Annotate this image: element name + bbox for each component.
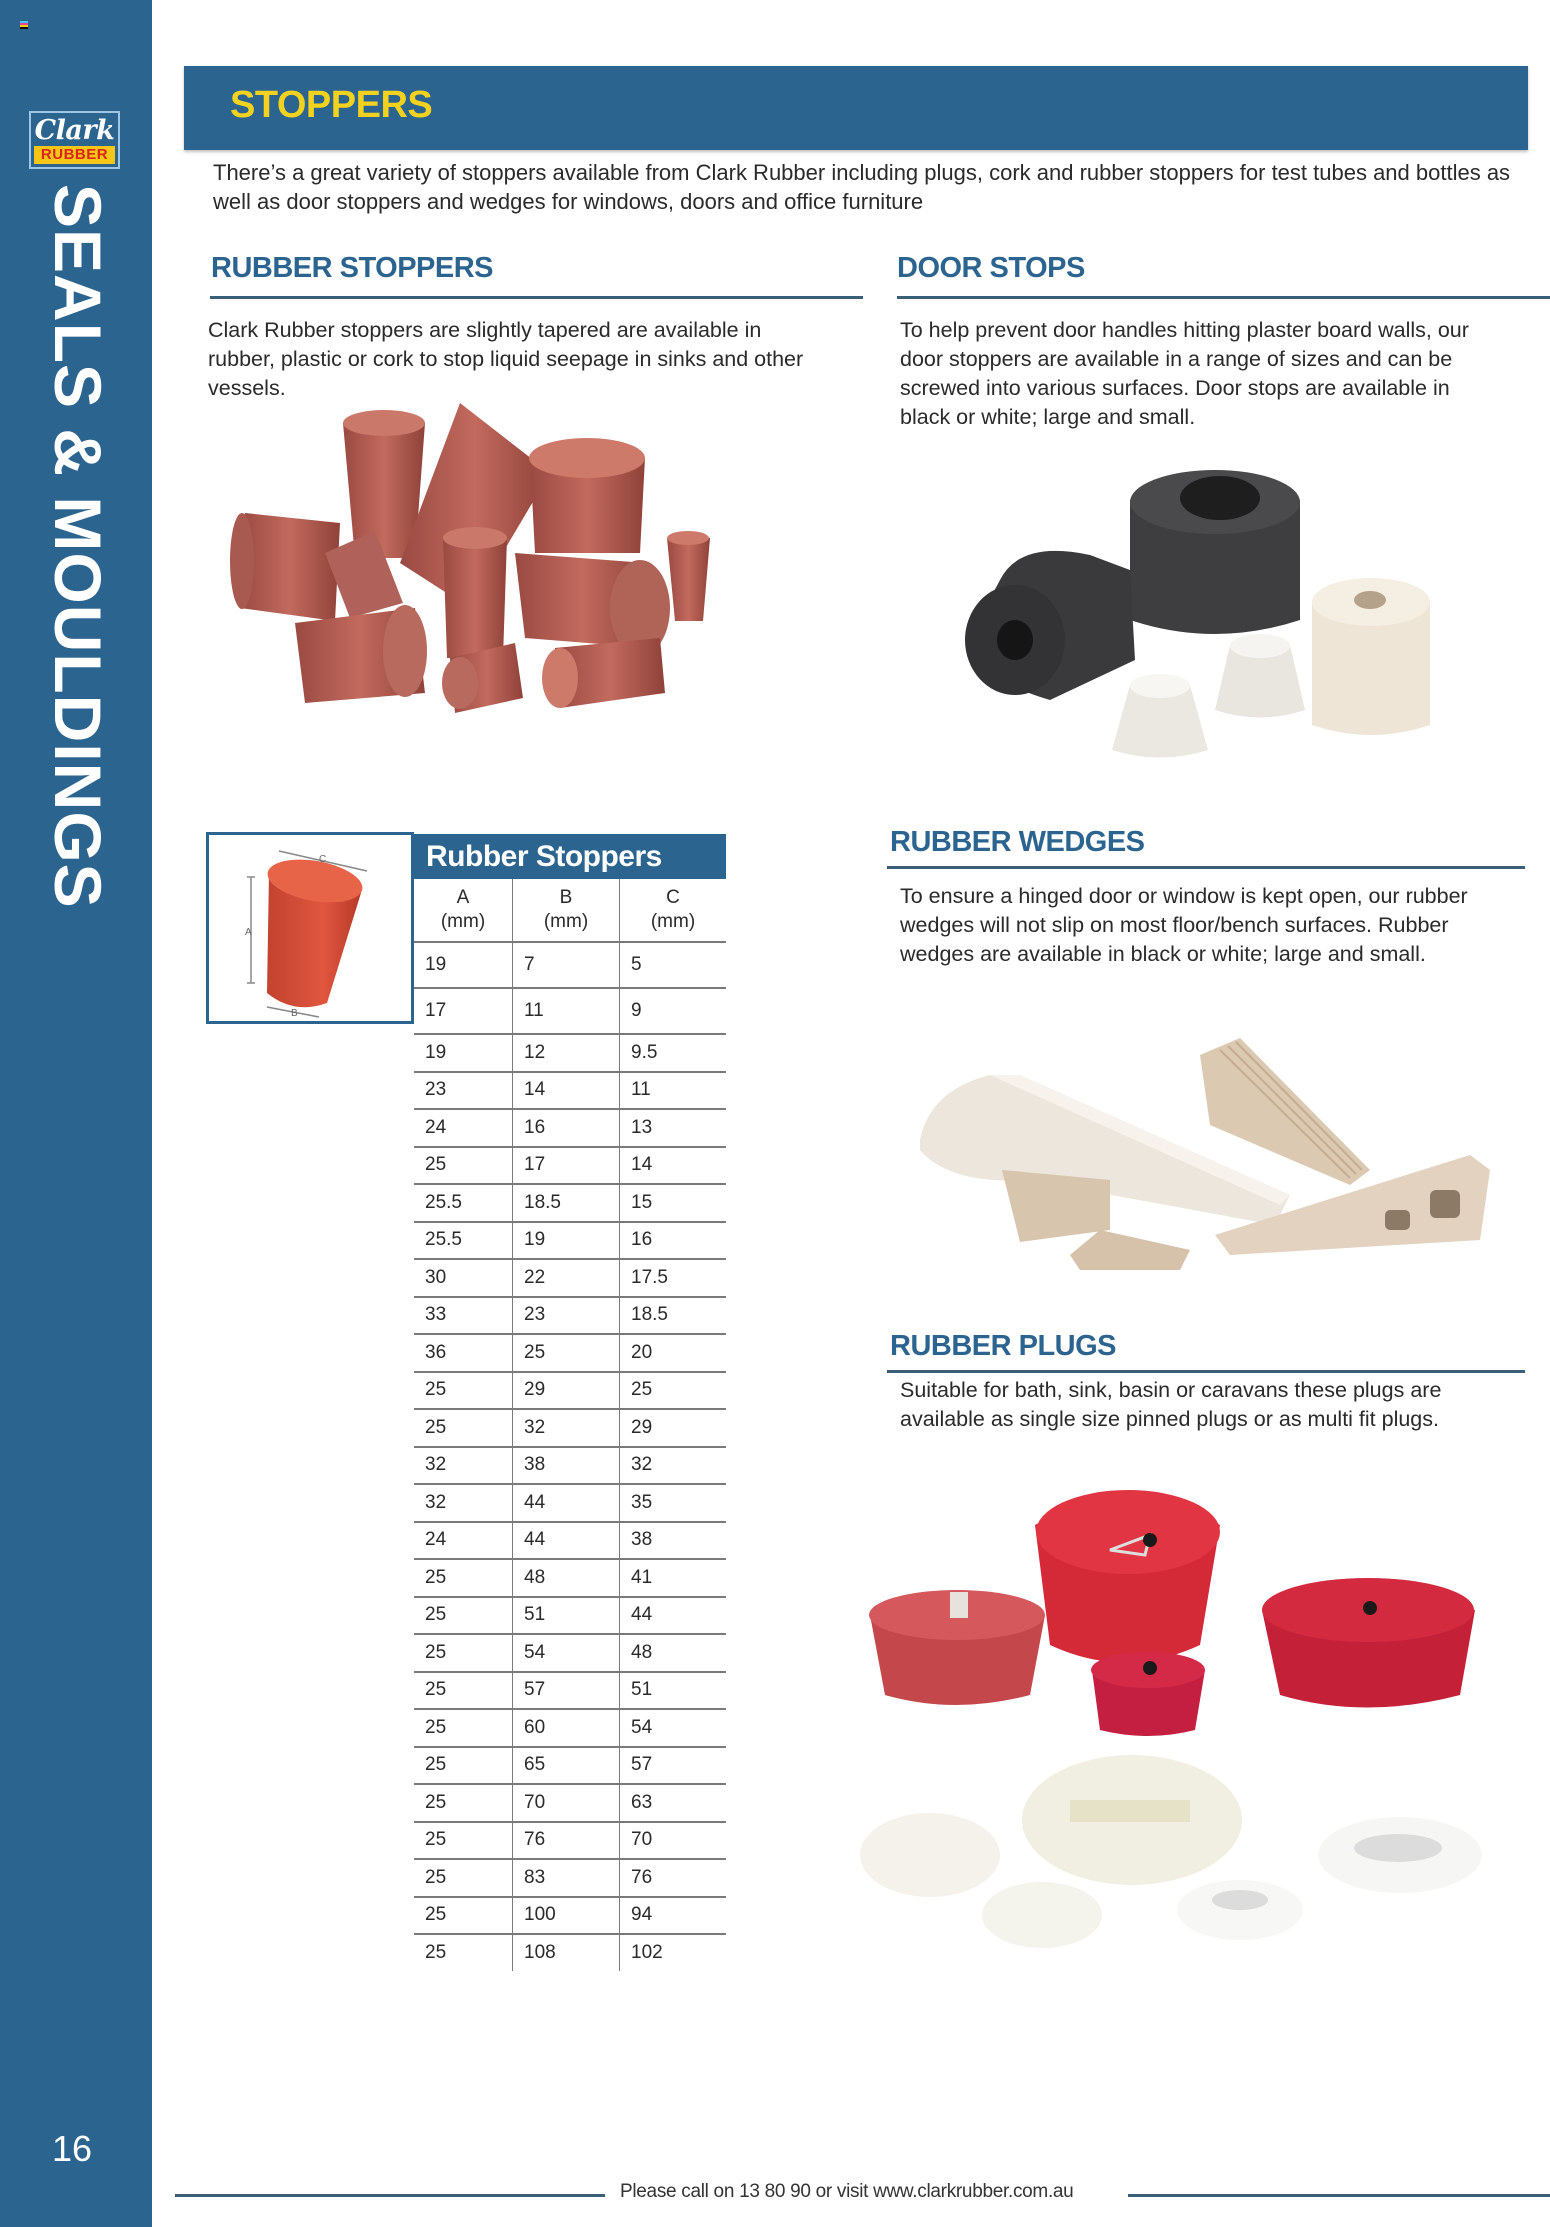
section-heading-rubber-stoppers: RUBBER STOPPERS xyxy=(211,252,494,284)
table-row xyxy=(414,1673,726,1711)
logo-clark-text: Clark xyxy=(34,115,115,146)
print-color-bar-icon xyxy=(20,21,28,29)
diagram-label-c: C xyxy=(319,854,327,865)
page-number: 16 xyxy=(52,2128,93,2169)
section-heading-rubber-wedges: RUBBER WEDGES xyxy=(890,826,1145,858)
rubber-stoppers-photo xyxy=(225,393,795,718)
table-row xyxy=(414,1935,726,1971)
table-cell-b: 60 xyxy=(513,1710,620,1746)
section-divider xyxy=(897,296,1550,299)
table-cell-a: 25 xyxy=(414,1560,513,1596)
table-cell-a: 25 xyxy=(414,1148,513,1184)
table-cell-b: 65 xyxy=(513,1748,620,1784)
table-row xyxy=(414,943,726,989)
table-cell-a: 25.5 xyxy=(414,1223,513,1259)
diagram-label-a: A xyxy=(245,927,252,938)
table-row xyxy=(414,1298,726,1336)
table-cell-c: 38 xyxy=(631,1529,653,1551)
section-body-rubber-plugs: Suitable for bath, sink, basin or caravans these plugs are available as single size pinned plugs or as multi fit plugs. xyxy=(900,1378,1442,1431)
table-cell-b: 76 xyxy=(513,1823,620,1859)
table-cell-c: 44 xyxy=(631,1604,653,1626)
table-row xyxy=(414,1785,726,1823)
table-row xyxy=(414,1185,726,1223)
table-row xyxy=(414,1410,726,1448)
table-cell-a: 25.5 xyxy=(414,1185,513,1221)
table-cell-b: 19 xyxy=(513,1223,620,1259)
table-cell-b: 70 xyxy=(513,1785,620,1821)
table-cell-c: 102 xyxy=(631,1941,663,1963)
table-cell-b: 57 xyxy=(513,1673,620,1709)
table-cell-a: 24 xyxy=(414,1110,513,1146)
table-row xyxy=(414,1823,726,1861)
table-row xyxy=(414,1073,726,1111)
table-cell-c: 63 xyxy=(631,1791,653,1813)
table-cell-a: 19 xyxy=(414,1035,513,1071)
table-cell-b: 32 xyxy=(513,1410,620,1446)
table-cell-c: 57 xyxy=(631,1754,653,1776)
table-row xyxy=(414,1373,726,1411)
table-cell-b: 11 xyxy=(513,989,620,1033)
column-header-c: C (mm) xyxy=(650,887,696,932)
table-cell-a: 23 xyxy=(414,1073,513,1109)
table-cell-a: 25 xyxy=(414,1598,513,1634)
table-cell-b: 108 xyxy=(513,1935,620,1971)
column-header-a: A (mm) xyxy=(414,879,513,941)
table-cell-c: 13 xyxy=(631,1116,653,1138)
table-cell-a: 25 xyxy=(414,1373,513,1409)
table-cell-a: 32 xyxy=(414,1448,513,1484)
table-cell-b: 17 xyxy=(513,1148,620,1184)
table-cell-a: 25 xyxy=(414,1935,513,1971)
table-cell-c: 41 xyxy=(631,1566,653,1588)
section-heading-rubber-plugs: RUBBER PLUGS xyxy=(890,1330,1117,1362)
page-banner xyxy=(184,66,1528,150)
table-cell-c: 18.5 xyxy=(631,1304,668,1326)
section-body-rubber-wedges: To ensure a hinged door or window is kept open, our rubber wedges will not slip on most floor/bench surfaces. Rubber wedges are available in black or white; large and small. xyxy=(900,884,1468,966)
table-row xyxy=(414,1560,726,1598)
table-cell-b: 44 xyxy=(513,1485,620,1521)
table-cell-b: 22 xyxy=(513,1260,620,1296)
table-cell-a: 25 xyxy=(414,1748,513,1784)
rubber-wedges-photo xyxy=(910,1020,1490,1270)
table-row xyxy=(414,1260,726,1298)
table-row xyxy=(414,1523,726,1561)
table-cell-a: 33 xyxy=(414,1298,513,1334)
footer-divider-right xyxy=(1128,2194,1550,2197)
column-header-b: B (mm) xyxy=(513,879,620,941)
table-cell-a: 25 xyxy=(414,1673,513,1709)
table-row xyxy=(414,1710,726,1748)
table-cell-b: 51 xyxy=(513,1598,620,1634)
footer-contact-text: Please call on 13 80 90 or visit www.clarkrubber.com.au xyxy=(620,2181,1074,2202)
table-cell-a: 25 xyxy=(414,1823,513,1859)
table-cell-b: 14 xyxy=(513,1073,620,1109)
table-cell-c: 76 xyxy=(631,1866,653,1888)
rubber-plugs-photo xyxy=(860,1480,1500,1960)
table-cell-c: 25 xyxy=(631,1379,653,1401)
section-divider xyxy=(887,866,1525,869)
table-cell-b: 23 xyxy=(513,1298,620,1334)
page-title: STOPPERS xyxy=(230,84,433,126)
table-cell-a: 25 xyxy=(414,1898,513,1934)
table-cell-c: 9.5 xyxy=(631,1041,658,1063)
table-header-row xyxy=(414,879,726,943)
table-row xyxy=(414,1035,726,1073)
table-row xyxy=(414,989,726,1035)
table-cell-b: 12 xyxy=(513,1035,620,1071)
table-cell-c: 15 xyxy=(631,1191,653,1213)
category-title: SEALS & MOULDINGS xyxy=(41,184,115,909)
section-divider xyxy=(210,296,863,299)
footer-divider-left xyxy=(175,2194,605,2197)
table-row xyxy=(414,1485,726,1523)
table-cell-c: 70 xyxy=(631,1829,653,1851)
table-cell-c: 51 xyxy=(631,1679,653,1701)
table-row xyxy=(414,1898,726,1936)
table-title: Rubber Stoppers xyxy=(414,834,726,879)
table-cell-c: 29 xyxy=(631,1416,653,1438)
table-row xyxy=(414,1110,726,1148)
table-cell-c: 11 xyxy=(631,1079,651,1101)
table-cell-b: 48 xyxy=(513,1560,620,1596)
table-cell-a: 25 xyxy=(414,1410,513,1446)
table-row xyxy=(414,1635,726,1673)
table-cell-a: 30 xyxy=(414,1260,513,1296)
table-cell-c: 54 xyxy=(631,1716,653,1738)
table-cell-b: 25 xyxy=(513,1335,620,1371)
logo-rubber-text: RUBBER xyxy=(34,146,115,164)
section-divider xyxy=(887,1370,1525,1373)
table-cell-a: 25 xyxy=(414,1635,513,1671)
table-cell-b: 83 xyxy=(513,1860,620,1896)
table-row xyxy=(414,1448,726,1486)
table-cell-a: 25 xyxy=(414,1785,513,1821)
table-cell-c: 14 xyxy=(631,1154,653,1176)
table-row xyxy=(414,1748,726,1786)
table-row xyxy=(414,1860,726,1898)
table-cell-a: 19 xyxy=(414,943,513,987)
table-cell-c: 17.5 xyxy=(631,1266,668,1288)
clark-rubber-logo xyxy=(29,111,120,169)
table-cell-c: 94 xyxy=(631,1904,653,1926)
table-cell-b: 38 xyxy=(513,1448,620,1484)
table-cell-a: 24 xyxy=(414,1523,513,1559)
door-stops-photo xyxy=(960,470,1450,760)
table-cell-c: 16 xyxy=(631,1229,653,1251)
table-cell-a: 17 xyxy=(414,989,513,1033)
table-cell-b: 7 xyxy=(513,943,620,987)
sidebar xyxy=(0,0,152,2227)
table-cell-b: 29 xyxy=(513,1373,620,1409)
table-cell-a: 25 xyxy=(414,1710,513,1746)
table-cell-a: 32 xyxy=(414,1485,513,1521)
table-row xyxy=(414,1598,726,1636)
section-heading-door-stops: DOOR STOPS xyxy=(897,252,1085,284)
table-cell-a: 36 xyxy=(414,1335,513,1371)
stopper-dimension-diagram xyxy=(206,832,414,1024)
table-row xyxy=(414,1335,726,1373)
table-cell-b: 16 xyxy=(513,1110,620,1146)
diagram-label-b: B xyxy=(291,1008,298,1019)
intro-paragraph: There’s a great variety of stoppers available from Clark Rubber including plugs, cork and rubber stoppers for test tubes and bottles as well as door stoppers and wedges for windows, doors and office furniture xyxy=(213,160,1511,214)
table-cell-c: 20 xyxy=(631,1341,653,1363)
table-cell-c: 5 xyxy=(631,954,642,975)
table-cell-b: 44 xyxy=(513,1523,620,1559)
table-cell-c: 32 xyxy=(631,1454,653,1476)
table-row xyxy=(414,1223,726,1261)
table-cell-c: 35 xyxy=(631,1491,653,1513)
table-cell-a: 25 xyxy=(414,1860,513,1896)
rubber-stoppers-table xyxy=(414,834,726,1971)
table-cell-b: 54 xyxy=(513,1635,620,1671)
section-body-door-stops: To help prevent door handles hitting plaster board walls, our door stoppers are available in a range of sizes and can be screwed into various surfaces. Door stops are available in black or white; large and small. xyxy=(900,318,1469,429)
table-cell-b: 18.5 xyxy=(513,1185,620,1221)
table-cell-c: 9 xyxy=(631,1000,642,1021)
section-body-rubber-stoppers: Clark Rubber stoppers are slightly tapered are available in rubber, plastic or cork to stop liquid seepage in sinks and other vessels. xyxy=(208,318,804,400)
table-cell-c: 48 xyxy=(631,1641,653,1663)
table-row xyxy=(414,1148,726,1186)
table-cell-b: 100 xyxy=(513,1898,620,1934)
